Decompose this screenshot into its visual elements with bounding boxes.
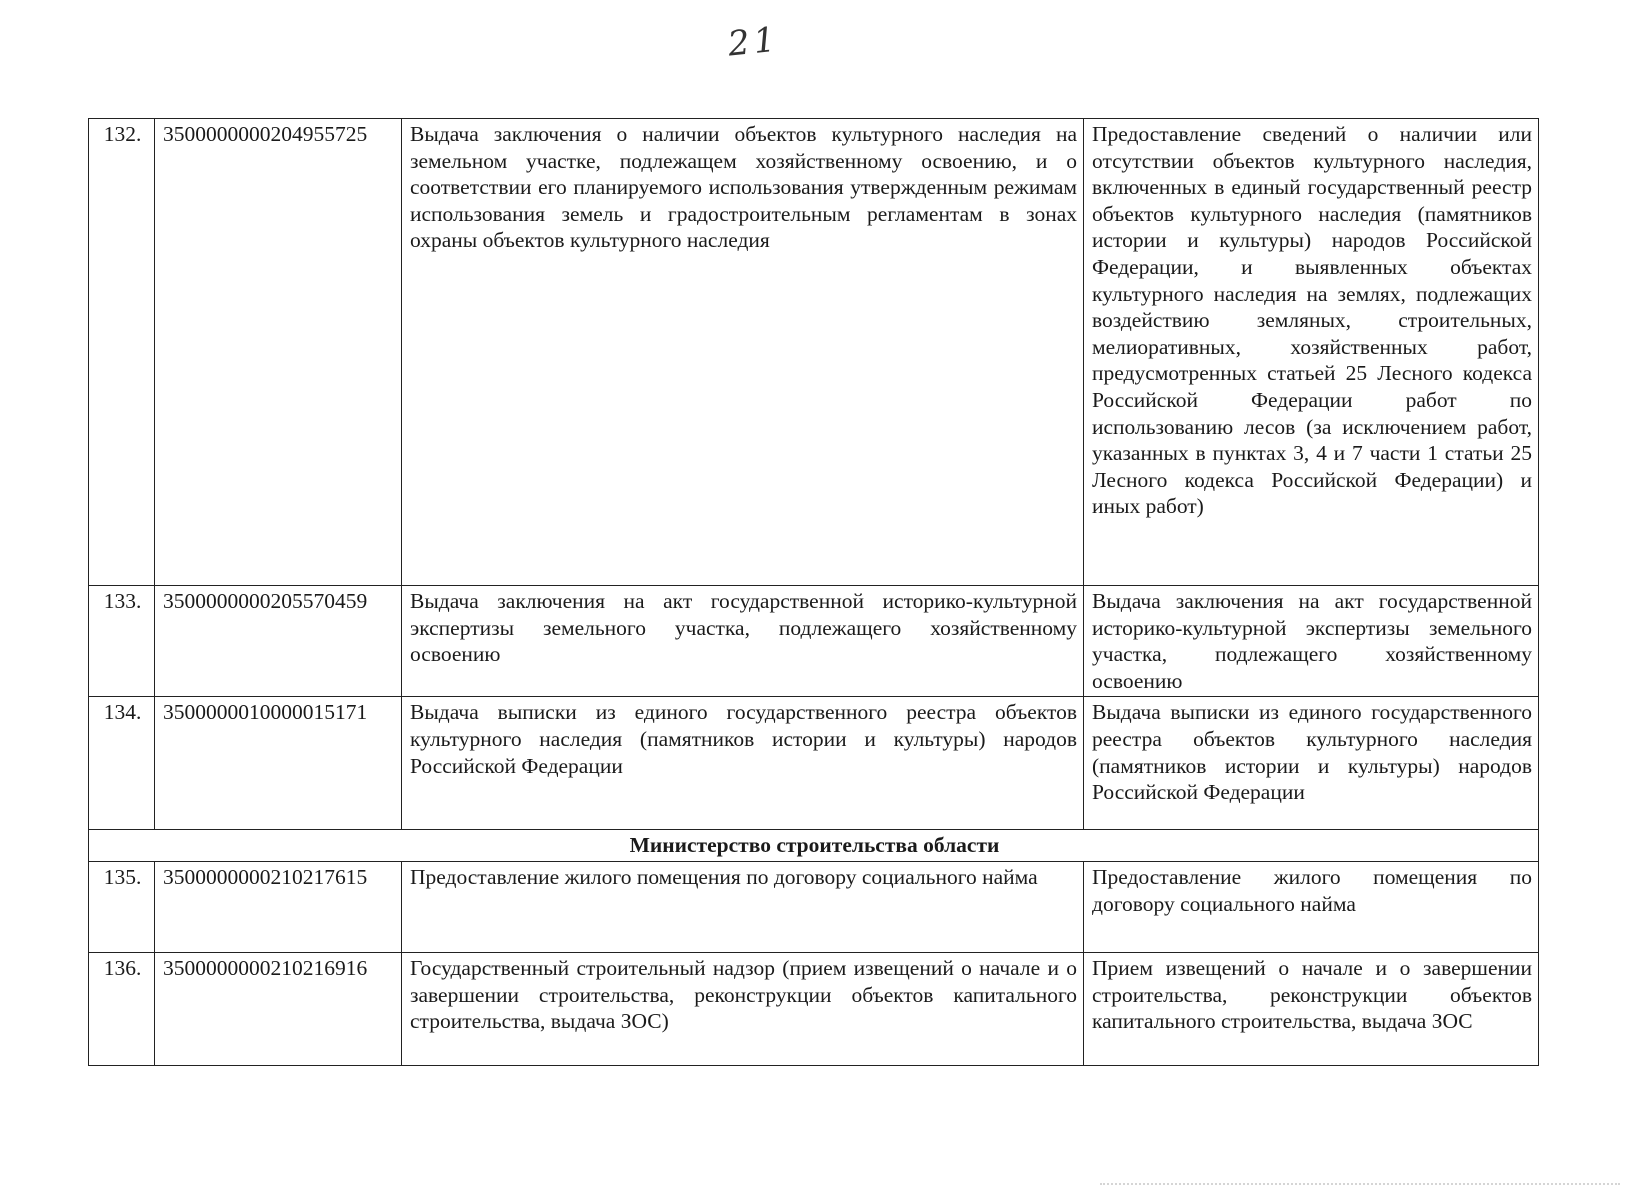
- service-name: Выдача выписки из единого государственного реестра объектов культурного наследия (памятников истории и культуры) народов Российской Федерации: [402, 697, 1084, 830]
- table-row: [89, 861, 1539, 952]
- row-number: 132.: [89, 119, 155, 586]
- service-description: Прием извещений о начале и о завершении строительства, реконструкции объектов капитального строительства, выдача ЗОС: [1084, 952, 1539, 1065]
- page-number: 21: [726, 19, 782, 65]
- services-registry-table: [88, 118, 1539, 1066]
- service-code: 3500000010000015171: [155, 697, 402, 830]
- service-code: 3500000000210216916: [155, 952, 402, 1065]
- row-number: 133.: [89, 586, 155, 697]
- section-title: Министерство строительства области: [89, 830, 1539, 862]
- service-description: Выдача выписки из единого государственного реестра объектов культурного наследия (памятников истории и культуры) народов Российской Федерации: [1084, 697, 1539, 830]
- service-name: Выдача заключения о наличии объектов культурного наследия на земельном участке, подлежащем хозяйственному освоению, и о соответствии его планируемого использования утвержденным режимам использования земель и градостроительным регламентам в зонах охраны объектов культурного наследия: [402, 119, 1084, 586]
- table-row: [89, 697, 1539, 830]
- service-code: 35000000002049557​25: [155, 119, 402, 586]
- service-name: Государственный строительный надзор (прием извещений о начале и о завершении строительства, реконструкции объектов капитального строительства, выдача ЗОС): [402, 952, 1084, 1065]
- section-header-row: [89, 830, 1539, 862]
- table-row: [89, 119, 1539, 586]
- row-number: 135.: [89, 861, 155, 952]
- service-name: Предоставление жилого помещения по договору социального найма: [402, 861, 1084, 952]
- service-description: Предоставление сведений о наличии или отсутствии объектов культурного наследия, включенных в единый государственный реестр объектов культурного наследия (памятников истории и культуры) народов Российской Федерации, и выявленных объектах культурного наследия на землях, подлежащих воздействию земляных, строительных, мелиоративных, хозяйственных работ, предусмотренных статьей 25 Лесного кодекса Российской Федерации работ по использованию лесов (за исключением работ, указанных в пунктах 3, 4 и 7 части 1 статьи 25 Лесного кодекса Российской Федерации) и иных работ): [1084, 119, 1539, 586]
- service-code: 3500000000205570459: [155, 586, 402, 697]
- service-name: Выдача заключения на акт государственной историко-культурной экспертизы земельного участка, подлежащего хозяйственному освоению: [402, 586, 1084, 697]
- table-row: [89, 586, 1539, 697]
- service-description: Выдача заключения на акт государственной историко-культурной экспертизы земельного участка, подлежащего хозяйственному освоению: [1084, 586, 1539, 697]
- service-description: Предоставление жилого помещения по договору социального найма: [1084, 861, 1539, 952]
- row-number: 136.: [89, 952, 155, 1065]
- table-row: [89, 952, 1539, 1065]
- service-code: 3500000000210217615: [155, 861, 402, 952]
- scan-artifact-line: [1100, 1183, 1620, 1187]
- row-number: 134.: [89, 697, 155, 830]
